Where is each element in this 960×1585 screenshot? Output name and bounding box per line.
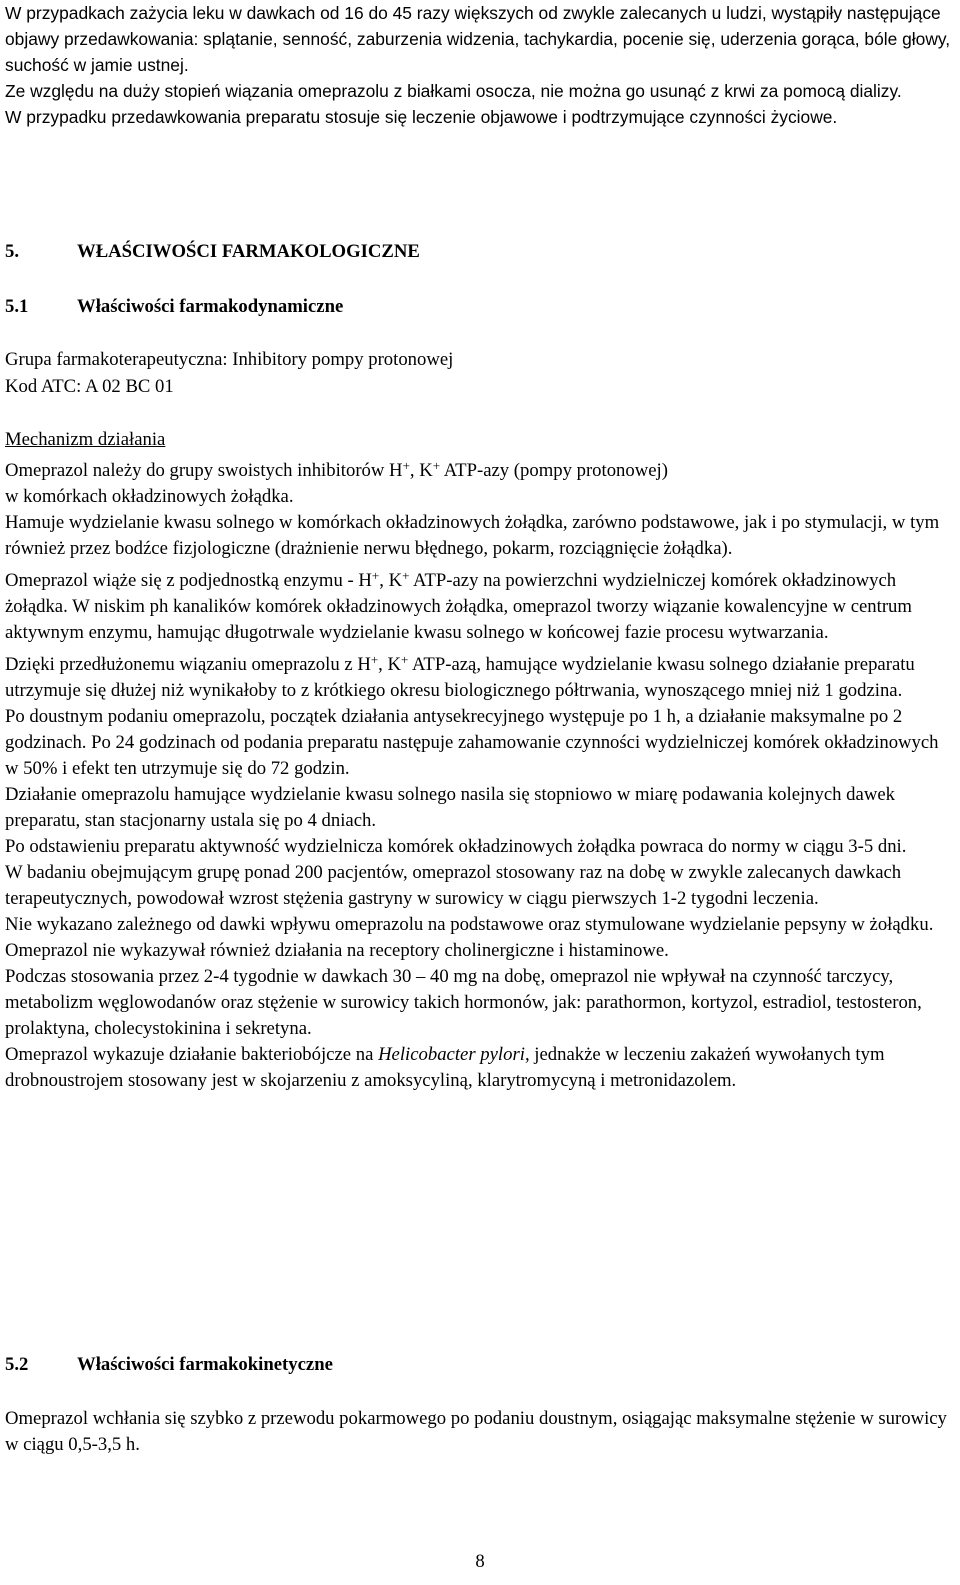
pharmacokinetics-paragraph: Omeprazol wchłania się szybko z przewodu pokarmowego po podaniu doustnym, osiągając maksymalne stężenie w surowicy w ciągu 0,5-3,5 h. — [5, 1408, 947, 1455]
mechanism-paragraph-3 — [5, 568, 955, 646]
mechanism-paragraph-6: Działanie omeprazolu hamujące wydzielanie kwasu solnego nasila się stopniowo w miarę podawania kolejnych dawek preparatu, stan stacjonarny ustala się po 4 dniach. — [5, 784, 895, 831]
mechanism-paragraph-9: Nie wykazano zależnego od dawki wpływu omeprazolu na podstawowe oraz stymulowane wydzielanie pepsyny w żołądku. — [5, 914, 934, 935]
mechanism-paragraph-7: Po odstawieniu preparatu aktywność wydzielnicza komórek okładzinowych żołądka powraca do normy w ciągu 3-5 dni. — [5, 836, 907, 857]
superscript-plus: + — [371, 568, 380, 583]
text-run: ATP-azą, hamujące wydzielanie kwasu solnego działanie preparatu utrzymuje się dłużej niż wynikałoby to z krótkiego okresu biologicznego półtrwania, wynoszącego mniej niż 1 godzina. — [5, 654, 915, 701]
section-5-1-number: 5.1 — [5, 296, 29, 317]
mechanism-paragraph-5: Po doustnym podaniu omeprazolu, początek działania antysekrecyjnego występuje po 1 h, a działanie maksymalne po 2 godzinach. Po 24 godzinach od podania preparatu następuje zahamowanie czynności wydzielniczej komórek okładzinowych w 50% i efekt ten utrzymuje się do 72 godzin. — [5, 706, 939, 779]
text-run: , K — [409, 460, 433, 481]
text-run: Omeprazol wykazuje działanie bakteriobójcze na — [5, 1044, 379, 1065]
section-5-2-heading — [5, 1352, 333, 1378]
mechanism-paragraph-10: Omeprazol nie wykazywał również działania na receptory cholinergiczne i histaminowe. — [5, 940, 669, 961]
overdose-block — [5, 0, 955, 130]
section-5-2-number: 5.2 — [5, 1354, 29, 1375]
overdose-treatment-paragraph: W przypadku przedawkowania preparatu stosuje się leczenie objawowe i podtrzymujące czynności życiowe. — [5, 107, 838, 127]
text-run: , K — [379, 570, 403, 591]
pharmacotherapeutic-group: Grupa farmakoterapeutyczna: Inhibitory pompy protonowej — [5, 349, 454, 370]
dialysis-paragraph: Ze względu na duży stopień wiązania omeprazolu z białkami osocza, nie można go usunąć z krwi za pomocą dializy. — [5, 81, 902, 101]
mechanism-body — [5, 458, 955, 1094]
text-run: , jednakże w leczeniu zakażeń wywołanych tym drobnoustrojem stosowany jest w skojarzeniu z amoksycyliną, klarytromycyną i metronidazolem. — [5, 1044, 885, 1091]
mechanism-paragraph-4 — [5, 652, 955, 704]
section-5-title: WŁAŚCIWOŚCI FARMAKOLOGICZNE — [77, 241, 420, 262]
text-run: ATP-azy na powierzchni wydzielniczej komórek okładzinowych żołądka. W niskim ph kanalików komórek okładzinowych żołądka, omeprazol tworzy wiązanie kowalencyjne w centrum aktywnym enzymu, hamując długotrwale wydzielanie kwasu solnego w końcowej fazie procesu wytwarzania. — [5, 570, 912, 643]
mechanism-paragraph-11: Podczas stosowania przez 2-4 tygodnie w dawkach 30 – 40 mg na dobę, omeprazol nie wpływał na czynność tarczycy, metabolizm węglowodanów oraz stężenie w surowicy takich hormonów, jak: parathormon, kortyzol, estradiol, testosteron, prolaktyna, cholecystokinina i sekretyna. — [5, 966, 922, 1039]
text-run: Dzięki przedłużonemu wiązaniu omeprazolu z H — [5, 654, 371, 675]
section-5-1-heading — [5, 294, 343, 320]
text-run: , K — [378, 654, 401, 675]
text-run: Omeprazol wiąże się z podjednostką enzymu - H — [5, 570, 372, 591]
mechanism-heading: Mechanizm działania — [5, 429, 166, 450]
text-run: w komórkach okładzinowych żołądka. — [5, 486, 294, 507]
text-run: Omeprazol należy do grupy swoistych inhibitorów H — [5, 460, 403, 481]
page-number: 8 — [475, 1551, 485, 1572]
text-run: ATP-azy (pompy protonowej) — [440, 460, 668, 481]
section-5-1-title: Właściwości farmakodynamiczne — [77, 296, 344, 317]
superscript-plus: + — [402, 568, 410, 583]
superscript-plus: + — [370, 652, 379, 667]
section-5-2-title: Właściwości farmakokinetyczne — [77, 1354, 333, 1375]
bacteria-name: Helicobacter pylori — [378, 1044, 525, 1065]
superscript-plus: + — [432, 458, 441, 473]
superscript-plus: + — [401, 652, 409, 667]
mechanism-paragraph-8: W badaniu obejmującym grupę ponad 200 pacjentów, omeprazol stosowany raz na dobę w zwykle zalecanych dawkach terapeutycznych, powodował wzrost stężenia gastryny w surowicy w ciągu pierwszych 1-2 tygodni leczenia. — [5, 862, 902, 909]
mechanism-paragraph-1 — [5, 458, 955, 510]
section-5-number: 5. — [5, 241, 20, 262]
mechanism-paragraph-2: Hamuje wydzielanie kwasu solnego w komórkach okładzinowych żołądka, zarówno podstawowe, jak i po stymulacji, w tym również przez bodźce fizjologiczne (drażnienie nerwu błędnego, pokarm, rozciągnięcie żołądka). — [5, 512, 940, 559]
mechanism-paragraph-12 — [5, 1042, 955, 1094]
superscript-plus: + — [402, 458, 410, 473]
overdose-symptoms-paragraph: W przypadkach zażycia leku w dawkach od 16 do 45 razy większych od zwykle zalecanych u ludzi, wystąpiły następujące objawy przedawkowania: splątanie, senność, zaburzenia widzenia, tachykardia, pocenie się, uderzenia gorąca, bóle głowy, suchość w jamie ustnej. — [5, 3, 951, 75]
section-5-heading — [5, 239, 420, 265]
atc-code: Kod ATC: A 02 BC 01 — [5, 376, 174, 397]
